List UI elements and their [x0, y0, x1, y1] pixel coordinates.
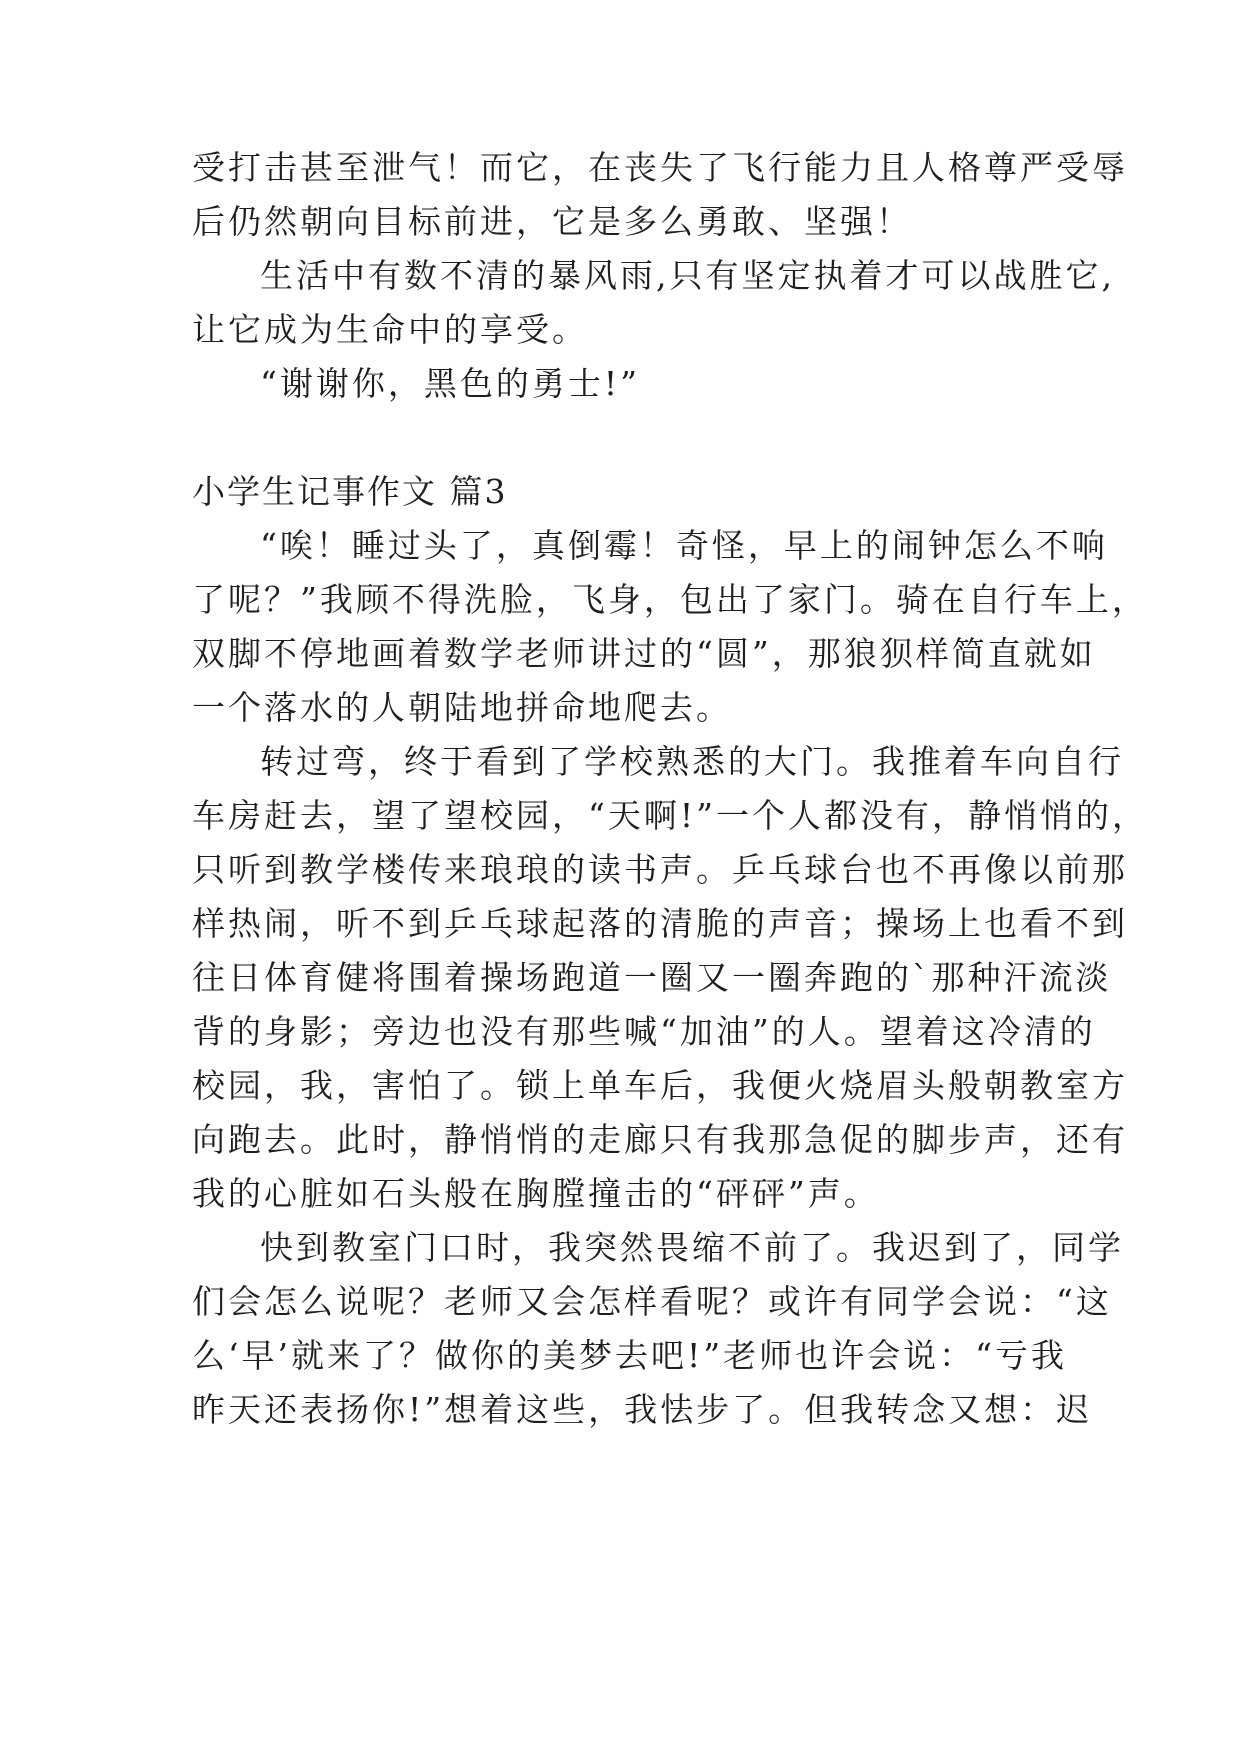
text-line: 后仍然朝向目标前进，它是多么勇敢、坚强！: [192, 202, 912, 241]
text-line: 背的身影；旁边也没有那些喊“加油”的人。望着这冷清的: [192, 1012, 1096, 1051]
text-line: 校园，我，害怕了。锁上单车后，我便火烧眉头般朝教室方: [192, 1066, 1128, 1105]
text-line: 双脚不停地画着数学老师讲过的“圆”，那狼狈样简直就如: [192, 634, 1096, 673]
text-line: 转过弯，终于看到了学校熟悉的大门。我推着车向自行: [260, 742, 1124, 781]
text-line: 受打击甚至泄气！而它，在丧失了飞行能力且人格尊严受辱: [192, 148, 1128, 187]
text-line: 让它成为生命中的享受。: [192, 310, 588, 349]
text-line: “谢谢你，黑色的勇士!”: [260, 364, 641, 403]
text-line: 我的心脏如石头般在胸膛撞击的“砰砰”声。: [192, 1174, 880, 1213]
text-line: “唉！睡过头了，真倒霉！奇怪，早上的闹钟怎么不响: [260, 526, 1108, 565]
text-line: 昨天还表扬你!”想着这些，我怯步了。但我转念又想：迟: [192, 1390, 1093, 1429]
text-line: 向跑去。此时，静悄悄的走廊只有我那急促的脚步声，还有: [192, 1120, 1128, 1159]
text-line: 了呢？”我顾不得洗脸，飞身，包出了家门。骑在自行车上，: [192, 580, 1148, 619]
text-line: 快到教室门口时，我突然畏缩不前了。我迟到了，同学: [260, 1228, 1124, 1267]
text-line: 只听到教学楼传来琅琅的读书声。乒乓球台也不再像以前那: [192, 850, 1128, 889]
text-line: 一个落水的人朝陆地拼命地爬去。: [192, 688, 732, 727]
section-title: 小学生记事作文 篇3: [192, 472, 508, 511]
text-line: 么‘早’就来了？做你的美梦去吧!”老师也许会说：“亏我: [192, 1336, 1067, 1375]
text-line: 往日体育健将围着操场跑道一圈又一圈奔跑的`那种汗流淡: [192, 958, 1112, 997]
text-line: 们会怎么说呢？老师又会怎样看呢？或许有同学会说：“这: [192, 1282, 1112, 1321]
text-line: 车房赶去，望了望校园，“天啊!”一个人都没有，静悄悄的，: [192, 796, 1149, 835]
text-line: 生活中有数不清的暴风雨,只有坚定执着才可以战胜它,: [260, 256, 1115, 295]
text-line: 样热闹，听不到乒乓球起落的清脆的声音；操场上也看不到: [192, 904, 1128, 943]
